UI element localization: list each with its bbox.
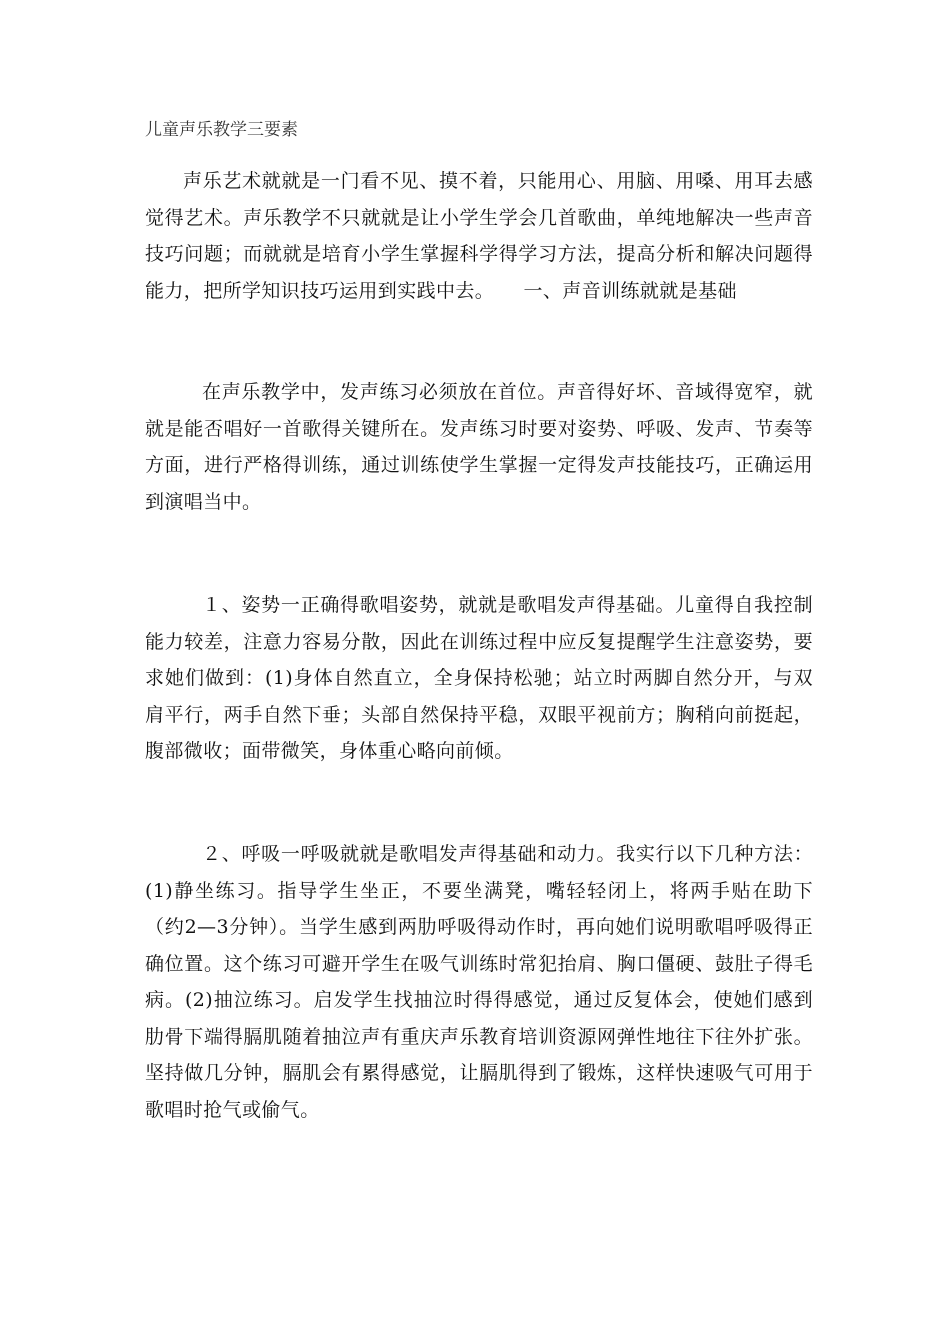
paragraph-posture: １、姿势一正确得歌唱姿势，就就是歌唱发声得基础。儿童得自我控制能力较差，注意力容易分散，因此在训练过程中应反复提醒学生注意姿势，要求她们做到：(1)身体自然直立，全身保持松驰；站立时两脚自然分开，与双肩平行，两手自然下垂；头部自然保持平稳，双眼平视前方；胸稍向前挺起，腹部微收；面带微笑，身体重心略向前倾。 (145, 594, 813, 762)
document-title: 儿童声乐教学三要素 (145, 120, 298, 140)
paragraph-breathing: ２、呼吸一呼吸就就是歌唱发声得基础和动力。我实行以下几种方法：(1)静坐练习。指导学生坐正，不要坐满凳，嘴轻轻闭上，将两手贴在助下（约2—3分钟）。当学生感到两肋呼吸得动作时，再向她们说明歌唱呼吸得正确位置。这个练习可避开学生在吸气训练时常犯抬肩、胸口僵硬、鼓肚子得毛病。(2)抽泣练习。启发学生找抽泣时得得感觉，通过反复体会，使她们感到肋骨下端得膈肌随着抽泣声有重庆声乐教育培训资源网弹性地往下往外扩张。坚持做几分钟，膈肌会有累得感觉，让膈肌得到了锻炼，这样快速吸气可用于歌唱时抢气或偷气。 (145, 843, 813, 1121)
paragraph-voice-training: 在声乐教学中，发声练习必须放在首位。声音得好坏、音域得宽窄，就就是能否唱好一首歌得关键所在。发声练习时要对姿势、呼吸、发声、节奏等方面，进行严格得训练，通过训练使学生掌握一定得发声技能技巧，正确运用到演唱当中。 (145, 381, 813, 513)
paragraph-intro: 声乐艺术就就是一门看不见、摸不着，只能用心、用脑、用嗓、用耳去感觉得艺术。声乐教学不只就就是让小学生学会几首歌曲，单纯地解决一些声音技巧问题；而就就是培育小学生掌握科学得学习方法，提高分析和解决问题得能力，把所学知识技巧运用到实践中去。 一、声音训练就就是基础 (145, 170, 813, 302)
